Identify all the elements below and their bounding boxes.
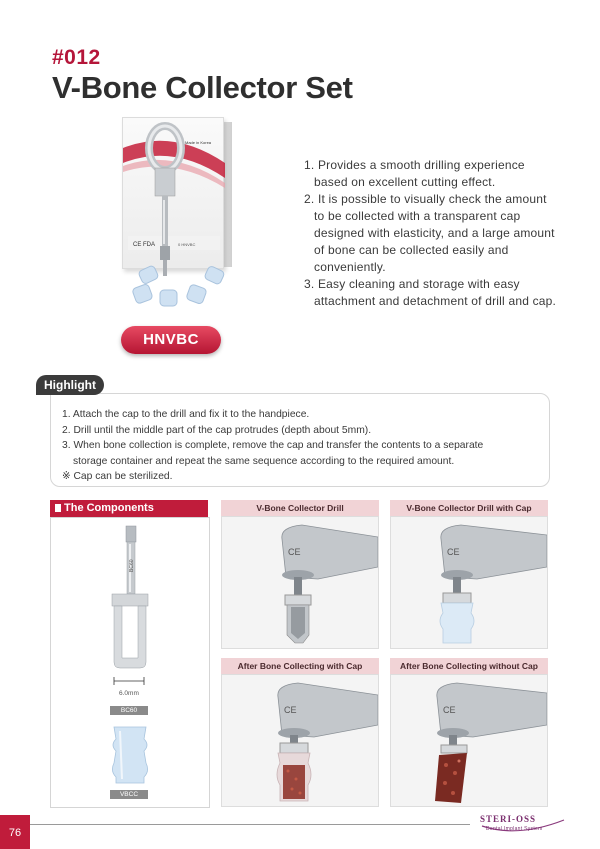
highlight-item: storage container and repeat the same sequence according to the required amount. <box>73 455 455 467</box>
feature-item: 2. It is possible to visually check the amount to be collected with a transparent cap designed with elasticity, and a large amount of bone can be collected easily and conveniently. <box>304 192 555 274</box>
highlight-badge: Highlight <box>36 375 104 395</box>
drill-code-tag: BC60 <box>110 706 148 715</box>
panel-photo <box>390 674 548 807</box>
panel-drill <box>221 500 379 649</box>
panel-title: V-Bone Collector Drill <box>221 500 379 516</box>
brand-tagline: Dental Implant System <box>486 826 543 832</box>
highlight-item: 2. Drill until the middle part of the cap protrudes (depth about 5mm). <box>62 424 372 436</box>
cap-code-tag: VBCC <box>110 790 148 799</box>
handpiece-marking: CE <box>284 705 297 715</box>
page-title: V-Bone Collector Set <box>52 70 353 105</box>
handpiece-marking: CE <box>447 547 460 557</box>
drill-dimension-label: 6.0mm <box>119 690 139 697</box>
drill-and-caps-image <box>120 118 240 328</box>
components-header <box>50 500 208 517</box>
panel-photo <box>221 516 379 649</box>
panel-photo <box>390 516 548 649</box>
dimension-arrow <box>112 677 146 685</box>
handpiece-marking: CE <box>288 547 301 557</box>
highlight-list <box>62 407 542 485</box>
page-number: 76 <box>0 815 30 849</box>
cap-diagram <box>108 725 152 785</box>
highlight-item: 3. When bone collection is complete, remove the cap and transfer the contents to a separate <box>62 440 484 451</box>
svg-text:BC60: BC60 <box>129 559 135 572</box>
highlight-item: 1. Attach the cap to the drill and fix it to the handpiece. <box>62 409 310 420</box>
panel-bone-without-cap <box>390 658 548 807</box>
feature-item: 1. Provides a smooth drilling experience based on excellent cutting effect. <box>304 158 525 189</box>
svg-text:0 HNVBC: 0 HNVBC <box>178 242 196 247</box>
panel-drill-with-cap <box>390 500 548 649</box>
product-box-label: Made in Korea <box>185 140 212 145</box>
footer-divider <box>30 824 470 825</box>
panel-title: After Bone Collecting with Cap <box>221 658 379 674</box>
brand-logo: STERI-OSS <box>480 814 537 824</box>
bookmark-icon <box>55 504 61 512</box>
panel-title: After Bone Collecting without Cap <box>390 658 548 674</box>
panel-photo <box>221 674 379 807</box>
drill-diagram <box>100 522 160 672</box>
model-code-badge: HNVBC <box>121 326 221 354</box>
product-number: #012 <box>52 46 101 69</box>
panel-bone-with-cap <box>221 658 379 807</box>
svg-text:CE FDA: CE FDA <box>133 242 156 248</box>
handpiece-marking: CE <box>443 705 456 715</box>
feature-item: 3. Easy cleaning and storage with easy attachment and detachment of drill and cap. <box>304 277 557 308</box>
feature-list <box>304 157 558 310</box>
panel-title: V-Bone Collector Drill with Cap <box>390 500 548 516</box>
highlight-item: ※ Cap can be sterilized. <box>62 471 173 482</box>
components-label: The Components <box>64 502 154 514</box>
